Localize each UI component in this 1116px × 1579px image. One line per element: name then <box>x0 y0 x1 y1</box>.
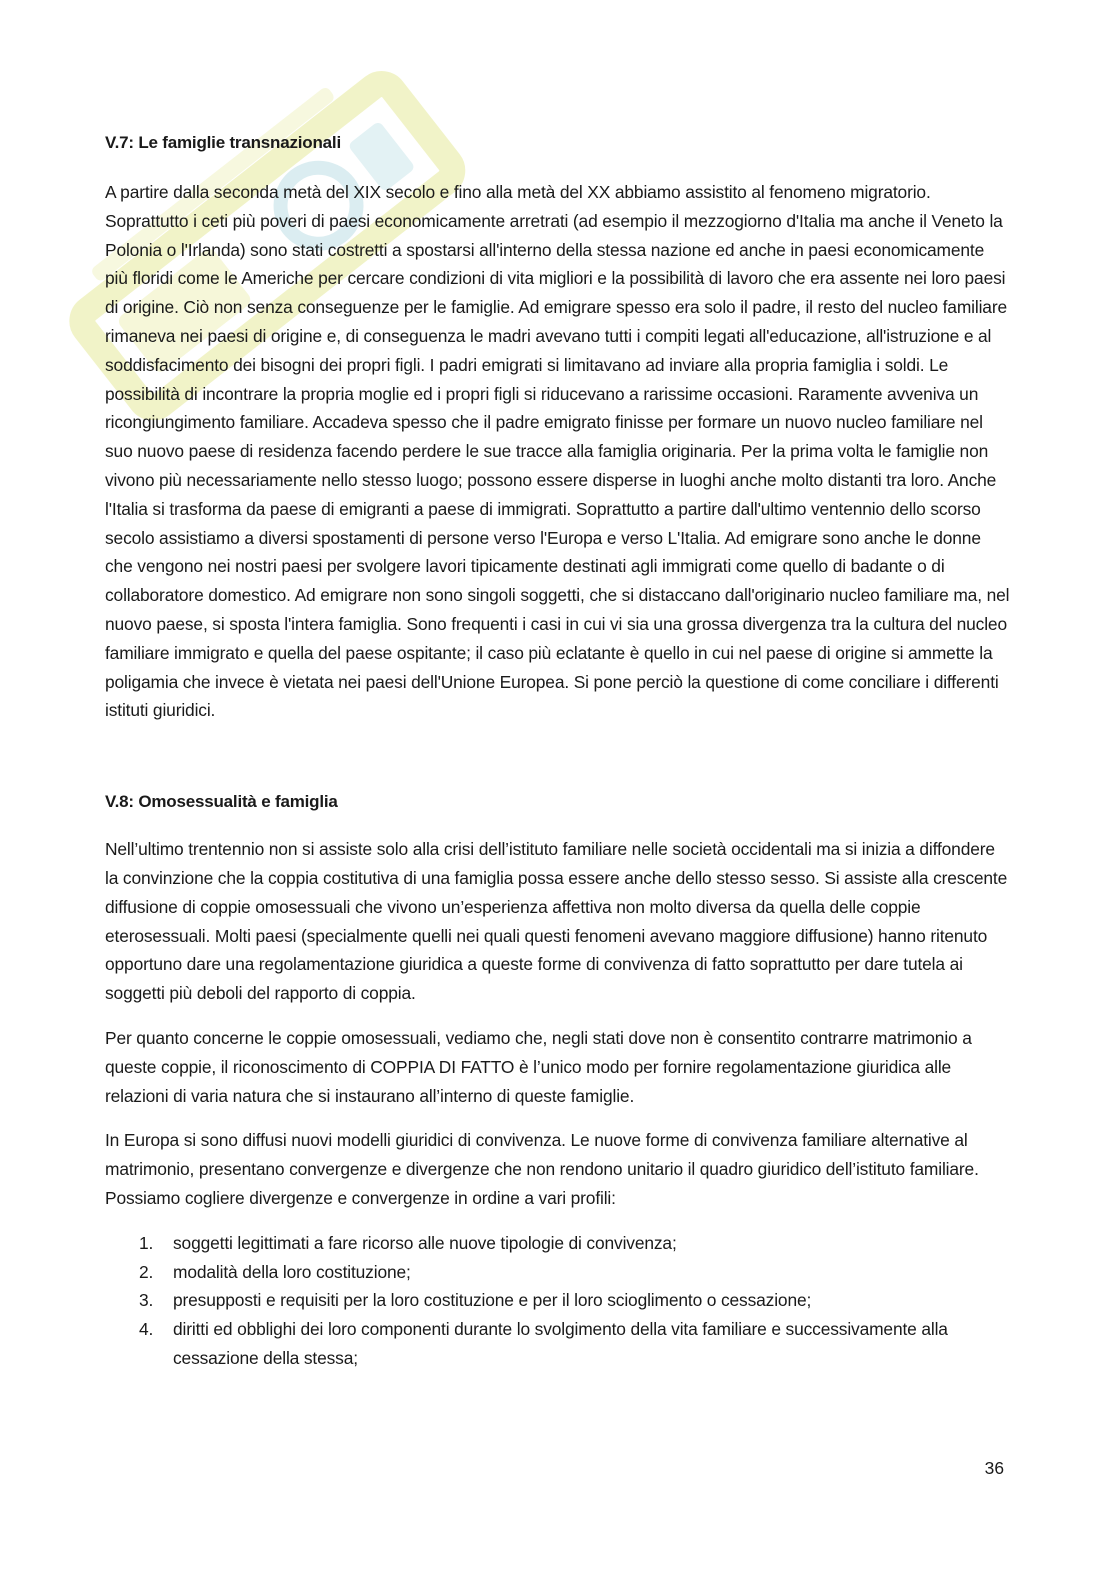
paragraph-3: In Europa si sono diffusi nuovi modelli giuridici di convivenza. Le nuove forme di convivenza familiare alternative al matrimonio, presentano convergenze e divergenze che non rendono unitario il quadro giuridico dell’istituto familiare. Possiamo cogliere divergenze e convergenze in ordine a vari profili: <box>105 1130 979 1208</box>
section-title-transnational-families: V.7: Le famiglie transnazionali <box>105 133 341 152</box>
profiles-list <box>105 1229 1010 1373</box>
list-item <box>105 1315 1010 1373</box>
paragraph-1: Nell’ultimo trentennio non si assiste solo alla crisi dell’istituto familiare nelle società occidentali ma si inizia a diffondere la convinzione che la coppia costitutiva di una famiglia possa essere anche dello stesso sesso. Si assiste alla crescente diffusione di coppie omosessuali che vivono un’esperienza affettiva non molto diversa da quella delle coppie eterosessuali. Molti paesi (specialmente quelli nei quali questi fenomeni avevano maggiore diffusione) hanno ritenuto opportuno dare una regolamentazione giuridica a queste forme di convivenza di fatto soprattutto per dare tutela ai soggetti più deboli del rapporto di coppia. <box>105 839 1008 1004</box>
list-item <box>105 1258 1010 1287</box>
list-item-text: soggetti legittimati a fare ricorso alle nuove tipologie di convivenza; <box>173 1232 677 1253</box>
list-item <box>105 1286 1010 1315</box>
page-number: 36 <box>984 1458 1004 1478</box>
list-item <box>105 1229 1010 1258</box>
list-item-number: 1. <box>139 1232 154 1253</box>
list-item-text: modalità della loro costituzione; <box>173 1261 411 1282</box>
list-item-text: presupposti e requisiti per la loro costituzione e per il loro scioglimento o cessazione; <box>173 1290 812 1311</box>
list-item-number: 4. <box>139 1319 154 1340</box>
section-body-transnational-families: A partire dalla seconda metà del XIX secolo e fino alla metà del XX abbiamo assistito al fenomeno migratorio. Soprattutto i ceti più poveri di paesi economicamente arretrati (ad esempio il mezzogiorno d'Italia ma anche il Veneto la Polonia o l'Irlanda) sono stati costretti a spostarsi all'interno della stessa nazione ed anche in paesi economicamente più floridi come le Americhe per cercare condizioni di vita migliori e la possibilità di lavoro che era assente nei loro paesi di origine. Ciò non senza conseguenze per le famiglie. Ad emigrare spesso era solo il padre, il resto del nucleo familiare rimaneva nei paesi di origine e, di conseguenza le madri avevano tutti i compiti legati all'educazione, all'istruzione e al soddisfacimento dei bisogni dei propri figli. I padri emigrati si limitavano ad inviare alla propria famiglia i soldi. Le possibilità di incontrare la propria moglie ed i propri figli si riducevano a rarissime occasioni. Raramente avveniva un ricongiungimento familiare. Accadeva spesso che il padre emigrato finisse per formare un nuovo nucleo familiare nel suo nuovo paese di residenza facendo perdere le sue tracce alla famiglia originaria. Per la prima volta le famiglie non vivono più necessariamente nello stesso luogo; possono essere disperse in luoghi anche molto distanti tra loro. Anche l'Italia si trasforma da paese di emigranti a paese di immigrati. Soprattutto a partire dall'ultimo ventennio dello scorso secolo assistiamo a diversi spostamenti di persone verso l'Europa e verso L'Italia. Ad emigrare sono anche le donne che vengono nei nostri paesi per svolgere lavori tipicamente destinati agli immigrati come quello di badante o di collaboratore domestico. Ad emigrare non sono singoli soggetti, che si distaccano dall'originario nucleo familiare ma, nel nuovo paese, si sposta l'intera famiglia. Sono frequenti i casi in cui vi sia una grossa divergenza tra la cultura del nucleo familiare immigrato e quella del paese ospitante; il caso più eclatante è quello in cui nel paese di origine si ammette la poligamia che invece è vietata nei paesi dell'Unione Europea. Si pone perciò la questione di come conciliare i differenti istituti giuridici. <box>105 182 1010 721</box>
list-item-number: 3. <box>139 1290 154 1311</box>
list-item-text: diritti ed obblighi dei loro componenti durante lo svolgimento della vita familiare e successivamente alla cessazione della stessa; <box>173 1319 948 1368</box>
list-item-number: 2. <box>139 1261 154 1282</box>
document-body <box>105 128 1010 1373</box>
paragraph-2: Per quanto concerne le coppie omosessuali, vediamo che, negli stati dove non è consentito contrarre matrimonio a queste coppie, il riconoscimento di COPPIA DI FATTO è l’unico modo per fornire regolamentazione giuridica alle relazioni di varia natura che si instaurano all’interno di queste famiglie. <box>105 1027 972 1106</box>
section-title-homosexuality-family: V.8: Omosessualità e famiglia <box>105 792 338 812</box>
